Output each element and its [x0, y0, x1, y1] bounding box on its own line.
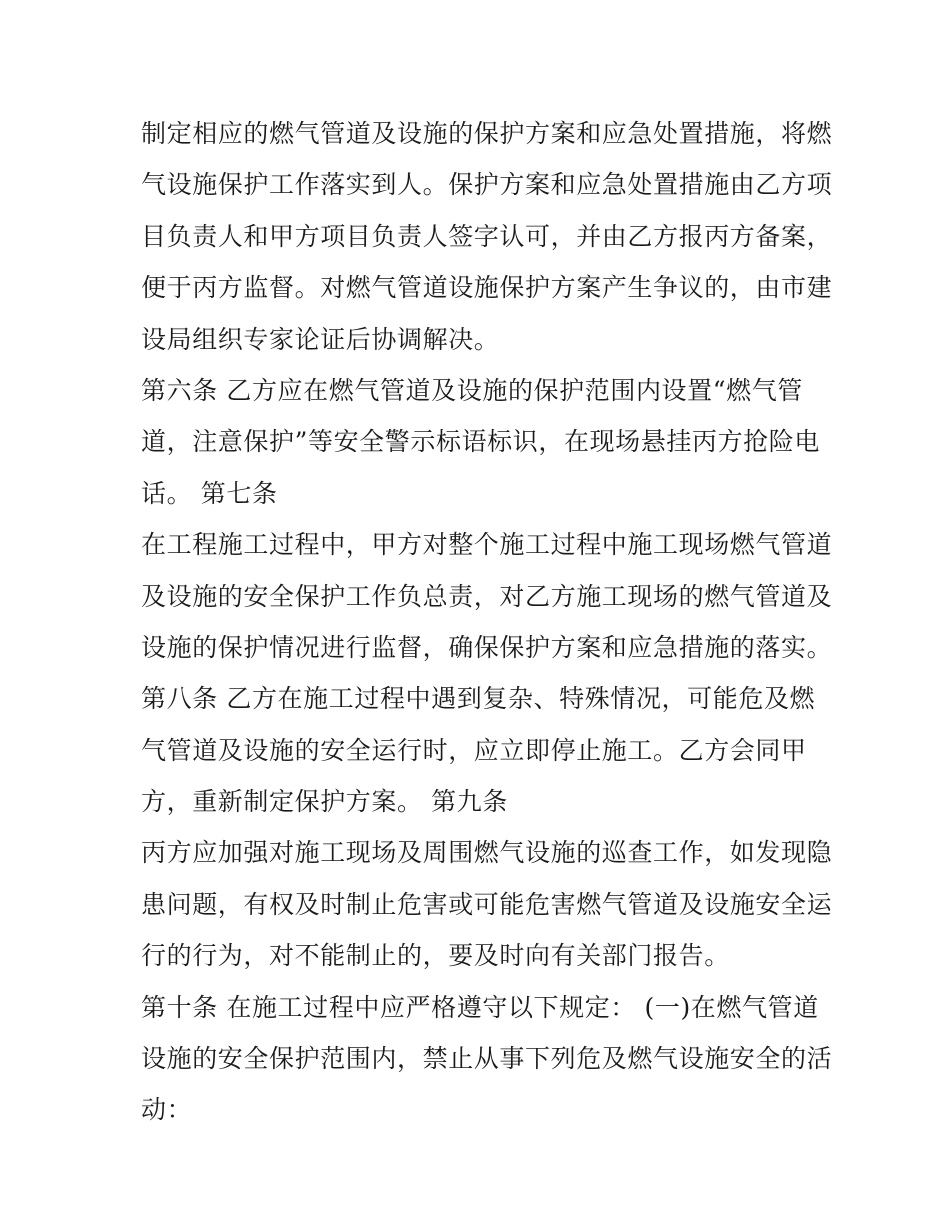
text-line: 及设施的安全保护工作负总责，对乙方施工现场的燃气管道及: [141, 581, 833, 611]
text-line: 丙方应加强对施工现场及周围燃气设施的巡查工作，如发现隐: [141, 838, 833, 868]
text-line: 制定相应的燃气管道及设施的保护方案和应急处置措施，将燃: [141, 119, 833, 148]
text-line: 动：: [141, 1095, 193, 1125]
document-body: [141, 108, 831, 1136]
text-line: 话。 第七条: [141, 478, 278, 508]
text-line: 气设施保护工作落实到人。保护方案和应急处置措施由乙方项: [141, 170, 833, 200]
text-line: 设施的保护情况进行监督，确保保护方案和应急措施的落实。: [141, 632, 833, 662]
text-line: 在工程施工过程中，甲方对整个施工过程中施工现场燃气管道: [141, 530, 833, 560]
text-line: 设施的安全保护范围内，禁止从事下列危及燃气设施安全的活: [141, 1044, 833, 1074]
text-line: 气管道及设施的安全运行时，应立即停止施工。乙方会同甲: [141, 735, 807, 765]
text-line: 目负责人和甲方项目负责人签字认可，并由乙方报丙方备案，: [141, 221, 833, 251]
text-line: 方，重新制定保护方案。 第九条: [141, 787, 508, 817]
text-line: 行的行为，对不能制止的，要及时向有关部门报告。: [141, 941, 730, 971]
text-line: 便于丙方监督。对燃气管道设施保护方案产生争议的，由市建: [141, 273, 833, 303]
text-line: 第六条 乙方应在燃气管道及设施的保护范围内设置“燃气管: [141, 375, 803, 405]
text-line: 第八条 乙方在施工过程中遇到复杂、特殊情况，可能危及燃: [141, 684, 816, 714]
text-line: 第十条 在施工过程中应严格遵守以下规定： (一)在燃气管道: [141, 992, 819, 1022]
text-line: 道，注意保护”等安全警示标语标识，在现场悬挂丙方抢险电: [141, 427, 820, 457]
text-line: 设局组织专家论证后协调解决。: [141, 324, 500, 354]
text-line: 患问题，有权及时制止危害或可能危害燃气管道及设施安全运: [141, 889, 833, 919]
